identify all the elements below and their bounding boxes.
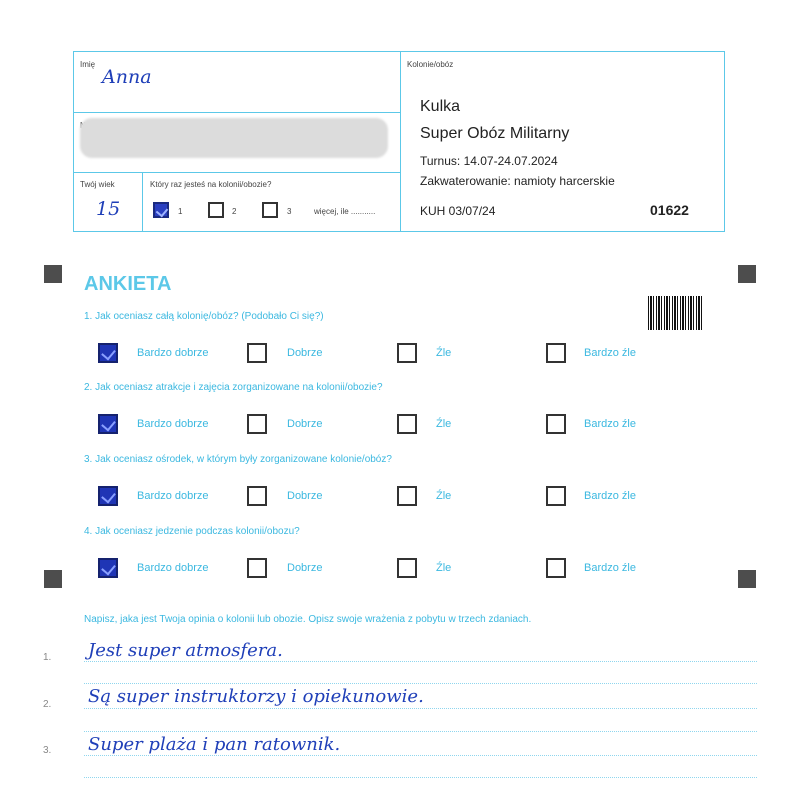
answer-1[interactable]: Jest super atmosfera. — [88, 640, 283, 661]
survey-title: ANKIETA — [84, 273, 172, 295]
camp-label: Kolonie/obóz — [407, 60, 454, 69]
q1-option-2: Dobrze — [287, 347, 323, 359]
times-option-1: 1 — [178, 207, 183, 216]
q2-bardzo-dobrze-checkbox[interactable] — [98, 414, 118, 434]
q1-option-4: Bardzo źle — [584, 347, 636, 359]
header-vertical-divider — [400, 52, 401, 232]
answer-2[interactable]: Są super instruktorzy i opiekunowie. — [88, 686, 424, 707]
header-form-box — [73, 51, 725, 232]
accommodation: Zakwaterowanie: namioty harcerskie — [420, 174, 615, 188]
q3-dobrze-checkbox[interactable] — [247, 486, 267, 506]
q4-bardzo-dobrze-checkbox[interactable] — [98, 558, 118, 578]
q3-bardzo-zle-checkbox[interactable] — [546, 486, 566, 506]
q4-zle-checkbox[interactable] — [397, 558, 417, 578]
header-divider-3 — [142, 172, 143, 232]
answer-line-2b — [84, 731, 757, 732]
q2-option-4: Bardzo źle — [584, 418, 636, 430]
question-2: 2. Jak oceniasz atrakcje i zajęcia zorganizowane na kolonii/obozie? — [84, 382, 383, 393]
q4-option-2: Dobrze — [287, 562, 323, 574]
q4-option-4: Bardzo źle — [584, 562, 636, 574]
q4-bardzo-zle-checkbox[interactable] — [546, 558, 566, 578]
times-more: więcej, ile ........... — [314, 207, 376, 216]
opinion-prompt: Napisz, jaka jest Twoja opinia o kolonii lub obozie. Opisz swoje wrażenia z pobytu w trzech zdaniach. — [84, 614, 532, 625]
name-label: Imię — [80, 60, 96, 69]
answer-number-1: 1. — [43, 652, 52, 663]
times-checkbox-2[interactable] — [208, 202, 224, 218]
header-divider-2 — [74, 172, 400, 173]
q1-dobrze-checkbox[interactable] — [247, 343, 267, 363]
q4-dobrze-checkbox[interactable] — [247, 558, 267, 578]
question-1: 1. Jak oceniasz całą kolonię/obóz? (Podobało Ci się?) — [84, 311, 324, 322]
answer-number-2: 2. — [43, 699, 52, 710]
age-label: Twój wiek — [80, 180, 115, 189]
q1-option-3: Źle — [436, 347, 452, 359]
q4-option-1: Bardzo dobrze — [137, 562, 209, 574]
q1-bardzo-zle-checkbox[interactable] — [546, 343, 566, 363]
times-label: Który raz jesteś na kolonii/obozie? — [150, 180, 272, 189]
camp-program: Super Obóz Militarny — [420, 125, 570, 142]
question-4: 4. Jak oceniasz jedzenie podczas kolonii/obozu? — [84, 526, 300, 537]
q1-zle-checkbox[interactable] — [397, 343, 417, 363]
q2-dobrze-checkbox[interactable] — [247, 414, 267, 434]
answer-line-3b — [84, 777, 757, 778]
barcode — [648, 296, 702, 330]
registration-mark-bottom-right — [738, 570, 756, 588]
times-option-3: 3 — [287, 207, 292, 216]
q2-option-2: Dobrze — [287, 418, 323, 430]
q2-option-1: Bardzo dobrze — [137, 418, 209, 430]
q3-option-4: Bardzo źle — [584, 490, 636, 502]
registration-mark-bottom-left — [44, 570, 62, 588]
q3-bardzo-dobrze-checkbox[interactable] — [98, 486, 118, 506]
q1-bardzo-dobrze-checkbox[interactable] — [98, 343, 118, 363]
header-divider-1 — [74, 112, 400, 113]
answer-line-2a — [84, 708, 757, 709]
name-value[interactable]: Anna — [102, 66, 152, 88]
registration-mark-top-right — [738, 265, 756, 283]
camp-name: Kulka — [420, 98, 461, 115]
q3-option-2: Dobrze — [287, 490, 323, 502]
answer-3[interactable]: Super plaża i pan ratownik. — [88, 734, 341, 755]
answer-line-1b — [84, 683, 757, 684]
registration-mark-top-left — [44, 265, 62, 283]
answer-number-3: 3. — [43, 745, 52, 756]
form-number: 01622 — [650, 202, 689, 218]
times-checkbox-1[interactable] — [153, 202, 169, 218]
q2-zle-checkbox[interactable] — [397, 414, 417, 434]
redacted-surname — [80, 118, 388, 158]
turnus: Turnus: 14.07-24.07.2024 — [420, 154, 558, 168]
camp-code: KUH 03/07/24 — [420, 204, 496, 218]
q3-option-3: Źle — [436, 490, 452, 502]
age-value[interactable]: 15 — [96, 198, 121, 220]
answer-line-1a — [84, 661, 757, 662]
q2-bardzo-zle-checkbox[interactable] — [546, 414, 566, 434]
times-checkbox-3[interactable] — [262, 202, 278, 218]
times-option-2: 2 — [232, 207, 237, 216]
q4-option-3: Źle — [436, 562, 452, 574]
answer-line-3a — [84, 755, 757, 756]
q1-option-1: Bardzo dobrze — [137, 347, 209, 359]
q3-option-1: Bardzo dobrze — [137, 490, 209, 502]
q2-option-3: Źle — [436, 418, 452, 430]
question-3: 3. Jak oceniasz ośrodek, w którym były zorganizowane kolonie/obóz? — [84, 454, 392, 465]
q3-zle-checkbox[interactable] — [397, 486, 417, 506]
